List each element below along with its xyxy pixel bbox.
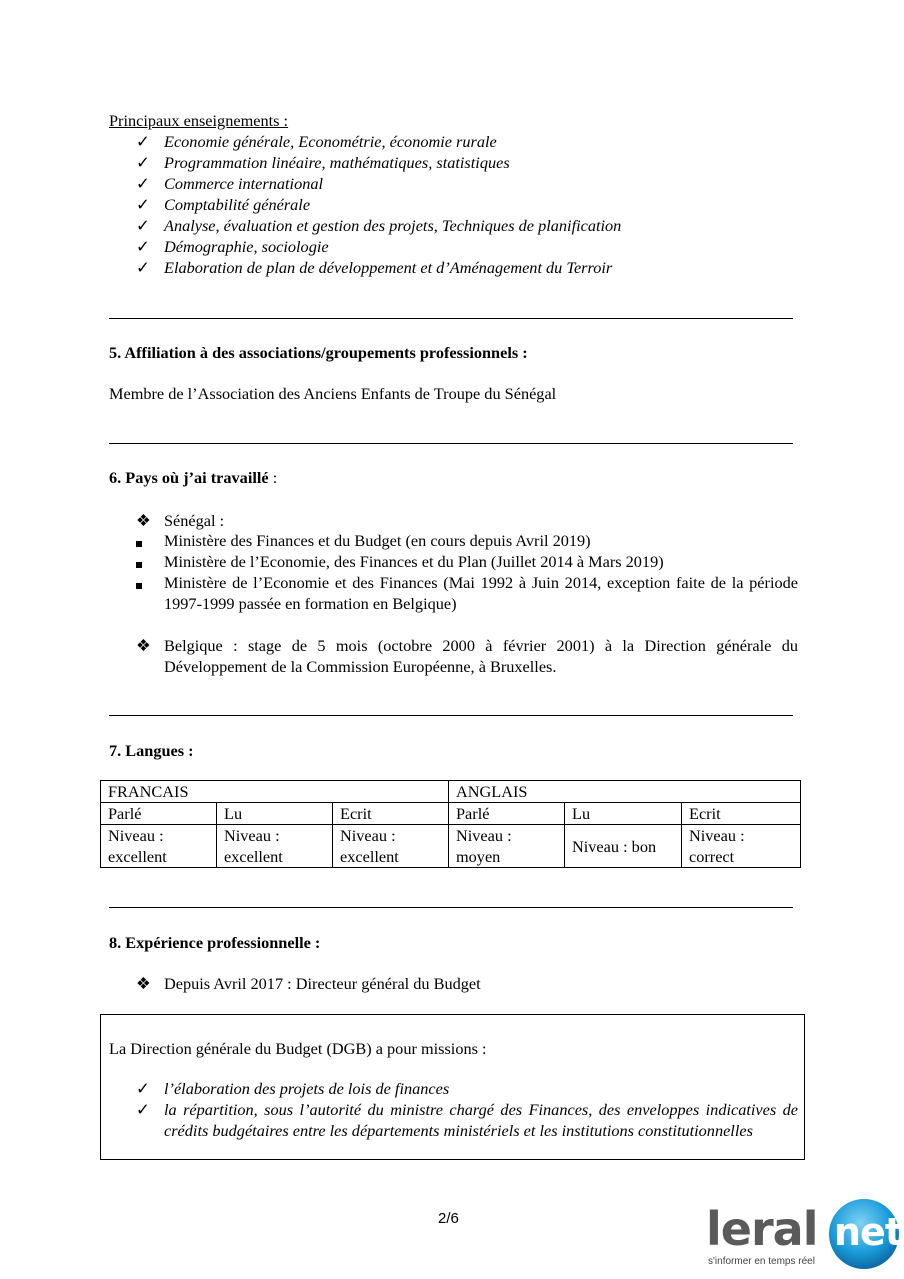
missions-box: La Direction générale du Budget (DGB) a pour missions : ✓ l’élaboration des projets de lois de finances ✓ la répartition, sous l’autorité du ministre chargé des Finances, des enveloppes indicatives de crédits budgétaires entre les départements ministériels et les institutions constitutionnelles bbox=[100, 1014, 805, 1160]
skill-cell: Parlé bbox=[101, 803, 217, 825]
skill-cell: Ecrit bbox=[682, 803, 801, 825]
page-number: 2/6 bbox=[438, 1210, 459, 1227]
check-icon: ✓ bbox=[136, 1079, 150, 1098]
section-6-title: 6. Pays où j’ai travaillé : bbox=[109, 468, 278, 487]
table-row bbox=[101, 825, 801, 868]
level-cell: Niveau : excellent bbox=[101, 825, 217, 868]
language-header: FRANCAIS bbox=[101, 781, 449, 803]
square-bullet-icon bbox=[136, 552, 158, 573]
level-cell: Niveau : excellent bbox=[333, 825, 449, 868]
level-cell: Niveau : correct bbox=[682, 825, 801, 868]
level-cell: Niveau : bon bbox=[565, 825, 682, 868]
check-icon: ✓ bbox=[136, 132, 150, 151]
section-7-title: 7. Langues : bbox=[109, 741, 194, 760]
level-cell: Niveau : excellent bbox=[217, 825, 333, 868]
check-icon: ✓ bbox=[136, 258, 150, 277]
skill-cell: Parlé bbox=[449, 803, 565, 825]
teachings-heading: Principaux enseignements : bbox=[109, 111, 289, 130]
logo-word-net: net bbox=[834, 1210, 902, 1254]
table-row bbox=[101, 803, 801, 825]
skill-cell: Ecrit bbox=[333, 803, 449, 825]
square-bullet-icon bbox=[136, 531, 158, 552]
four-diamond-bullet-icon: ❖ bbox=[136, 636, 151, 655]
missions-intro: La Direction générale du Budget (DGB) a pour missions : bbox=[109, 1039, 487, 1058]
divider bbox=[109, 715, 793, 716]
logo-tagline: s'informer en temps réel bbox=[708, 1256, 815, 1267]
square-bullet-icon bbox=[136, 573, 158, 594]
four-diamond-bullet-icon: ❖ bbox=[136, 511, 151, 530]
four-diamond-bullet-icon: ❖ bbox=[136, 974, 151, 993]
language-header: ANGLAIS bbox=[449, 781, 801, 803]
check-icon: ✓ bbox=[136, 195, 150, 214]
leral-net-logo bbox=[706, 1198, 902, 1274]
skill-cell: Lu bbox=[217, 803, 333, 825]
divider bbox=[109, 318, 793, 319]
skill-cell: Lu bbox=[565, 803, 682, 825]
check-icon: ✓ bbox=[136, 153, 150, 172]
section-5-title: 5. Affiliation à des associations/groupements professionnels : bbox=[109, 343, 528, 362]
languages-table bbox=[100, 780, 801, 868]
check-icon: ✓ bbox=[136, 216, 150, 235]
section-8-title: 8. Expérience professionnelle : bbox=[109, 933, 321, 952]
level-cell: Niveau : moyen bbox=[449, 825, 565, 868]
table-row bbox=[101, 781, 801, 803]
check-icon: ✓ bbox=[136, 174, 150, 193]
logo-word-leral: leral bbox=[706, 1202, 818, 1256]
check-icon: ✓ bbox=[136, 237, 150, 256]
section-5-text: Membre de l’Association des Anciens Enfants de Troupe du Sénégal bbox=[109, 384, 557, 403]
divider bbox=[109, 443, 793, 444]
divider bbox=[109, 907, 793, 908]
check-icon: ✓ bbox=[136, 1100, 150, 1119]
